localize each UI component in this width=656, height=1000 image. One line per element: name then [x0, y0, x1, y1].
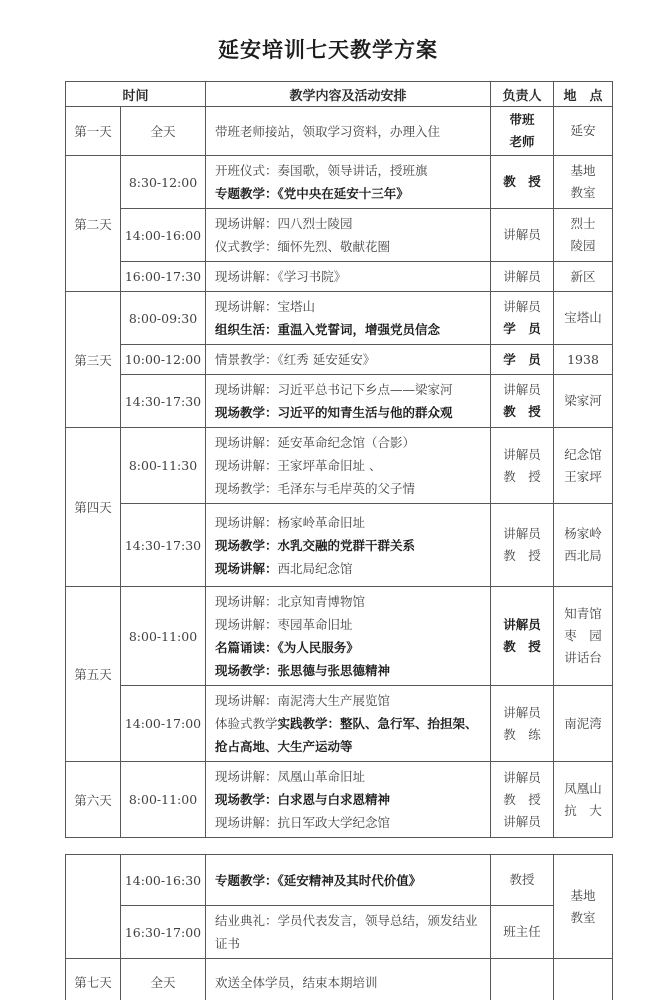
header-responsible: 负责人: [491, 82, 554, 107]
location-cell: [554, 209, 613, 262]
location-line: 宝塔山: [564, 310, 602, 325]
location-cell: [554, 762, 613, 838]
content-cell: [206, 959, 491, 1000]
content-line: 专题教学：《延安精神及其时代价值》: [215, 872, 422, 888]
time-cell: 10:00-12:00: [121, 345, 206, 375]
location-cell: [554, 504, 613, 587]
content-line: [215, 712, 485, 758]
responsible-cell: [491, 107, 554, 156]
responsible-cell: [491, 906, 554, 959]
responsible-cell: [491, 156, 554, 209]
content-line: 现场讲解：抗日军政大学纪念馆: [215, 815, 391, 830]
content-cell: [206, 428, 491, 504]
table-row: [66, 504, 613, 587]
table-row: [66, 959, 613, 1000]
time-cell: 14:00-17:00: [121, 686, 206, 762]
content-line: 现场教学：毛泽东与毛岸英的父子情: [215, 481, 416, 496]
time-cell: 14:00-16:30: [121, 855, 206, 906]
location-line: 知青馆: [564, 606, 602, 621]
content-line: 现场讲解：宝塔山: [215, 299, 316, 314]
table-row: [66, 262, 613, 292]
location-line: 西北局: [564, 548, 602, 563]
responsible-cell: [491, 262, 554, 292]
content-cell: [206, 504, 491, 587]
content-line: 现场教学：张思德与张思德精神: [215, 663, 391, 678]
content-line: 带班老师接站，领取学习资料，办理入住: [215, 123, 441, 139]
content-line: 组织生活：重温入党誓词，增强党员信念: [215, 322, 441, 337]
location-cell: [554, 156, 613, 209]
location-line: 新区: [570, 268, 596, 284]
day-cell: 第七天: [66, 959, 121, 1000]
content-cell: [206, 209, 491, 262]
content-cell: [206, 345, 491, 375]
content-line: 现场讲解：习近平总书记下乡点——梁家河: [215, 382, 453, 397]
table-row: [66, 686, 613, 762]
location-cell: [554, 107, 613, 156]
location-line: 枣 园: [564, 628, 602, 643]
responsible-cell: [491, 375, 554, 428]
content-line: 现场教学：水乳交融的党群干群关系: [215, 537, 416, 553]
responsible-cell: [491, 209, 554, 262]
responsible-cell: [491, 292, 554, 345]
location-line: 陵园: [570, 238, 596, 253]
table-row: [66, 156, 613, 209]
location-line: 烈士: [570, 216, 596, 231]
responsible-cell: [491, 428, 554, 504]
header-location: 地 点: [554, 82, 613, 107]
location-line: 纪念馆: [564, 446, 602, 462]
responsible-line: 讲解员: [503, 526, 541, 541]
responsible-line: 讲解员: [503, 227, 541, 242]
content-line: 现场教学：习近平的知青生活与他的群众观: [215, 405, 453, 420]
content-segment: 实践教学：整队、急行军、抬担架、抢占高地、大生产运动等: [215, 716, 478, 754]
location-line: 梁家河: [564, 393, 602, 408]
responsible-line: 班主任: [503, 924, 541, 939]
day-cell: 第五天: [66, 587, 121, 762]
content-cell: [206, 262, 491, 292]
content-cell: [206, 107, 491, 156]
location-cell: [554, 345, 613, 375]
header-content: 教学内容及活动安排: [206, 82, 491, 107]
responsible-line: 讲解员: [503, 617, 541, 632]
location-line: 南泥湾: [564, 715, 602, 731]
content-segment: 现场讲解：: [215, 560, 278, 576]
location-line: 凤凰山: [564, 780, 602, 796]
content-line: 欢送全体学员，结束本期培训: [215, 974, 378, 990]
content-cell: [206, 762, 491, 838]
content-line: 现场讲解：王家坪革命旧址 、: [215, 458, 382, 473]
content-cell: [206, 855, 491, 906]
content-cell: [206, 587, 491, 686]
content-line: 现场讲解：延安革命纪念馆（合影）: [215, 435, 416, 450]
day-cell: 第二天: [66, 156, 121, 292]
content-cell: [206, 292, 491, 345]
content-line: 仪式教学：缅怀先烈、敬献花圈: [215, 239, 391, 254]
time-cell: 14:00-16:00: [121, 209, 206, 262]
location-cell: [554, 428, 613, 504]
responsible-line: 讲解员: [503, 268, 541, 284]
responsible-line: 讲解员: [503, 769, 541, 785]
responsible-line: 讲解员: [503, 704, 541, 720]
header-time: 时间: [66, 82, 206, 107]
time-cell: 14:30-17:30: [121, 504, 206, 587]
location-line: 王家坪: [564, 468, 602, 484]
content-cell: [206, 686, 491, 762]
location-cell: [554, 855, 613, 959]
content-line: [215, 557, 485, 580]
responsible-line: 教 授: [503, 174, 541, 189]
content-segment: 西北局纪念馆: [277, 560, 353, 576]
content-cell: [206, 906, 491, 959]
responsible-line: 学 员: [503, 351, 541, 367]
time-cell: 8:00-11:00: [121, 762, 206, 838]
content-line: 专题教学：《党中央在延安十三年》: [215, 186, 409, 201]
content-line: 现场讲解：四八烈士陵园: [215, 216, 353, 231]
responsible-line: 教授: [509, 872, 535, 887]
day-cell: 第三天: [66, 292, 121, 428]
responsible-line: 讲解员: [503, 299, 541, 314]
responsible-line: 讲解员: [503, 382, 541, 397]
location-line: 教室: [570, 909, 596, 925]
responsible-cell: [491, 345, 554, 375]
page-title: 延安培训七天教学方案: [218, 37, 438, 62]
table-row: [66, 375, 613, 428]
location-cell: [554, 262, 613, 292]
location-cell: [554, 375, 613, 428]
table-row: [66, 345, 613, 375]
responsible-line: 教 授: [503, 404, 541, 419]
responsible-cell: [491, 587, 554, 686]
content-line: 结业典礼：学员代表发言，领导总结，颁发结业证书: [215, 913, 478, 951]
table-row: [66, 906, 613, 959]
responsible-line: 讲解员: [503, 446, 541, 462]
table-row: [66, 428, 613, 504]
content-cell: [206, 156, 491, 209]
schedule-table-final: [65, 854, 613, 1000]
time-cell: 14:30-17:30: [121, 375, 206, 428]
content-line: 现场讲解：凤凰山革命旧址: [215, 769, 366, 784]
table-header-row: [66, 82, 613, 107]
table-row: [66, 587, 613, 686]
content-line: 现场讲解：杨家岭革命旧址: [215, 514, 366, 530]
content-line: 现场教学：白求恩与白求恩精神: [215, 792, 391, 807]
responsible-cell: [491, 504, 554, 587]
time-cell: 16:00-17:30: [121, 262, 206, 292]
location-line: 延安: [570, 123, 596, 138]
responsible-cell: [491, 686, 554, 762]
table-row: [66, 855, 613, 906]
location-line: 基地: [570, 887, 596, 903]
location-line: 抗 大: [564, 802, 602, 818]
day-cell: 第六天: [66, 762, 121, 838]
location-cell: [554, 686, 613, 762]
time-cell: 全天: [121, 107, 206, 156]
table-row: [66, 107, 613, 156]
content-line: 现场讲解：南泥湾大生产展览馆: [215, 693, 391, 708]
responsible-line: 教 授: [503, 548, 541, 563]
schedule-table-main: [65, 81, 613, 838]
location-line: 杨家岭: [564, 526, 602, 541]
day-cell: 第四天: [66, 428, 121, 587]
table-row: [66, 209, 613, 262]
content-line: 名篇诵读：《为人民服务》: [215, 640, 359, 655]
location-line: 1938: [567, 351, 599, 367]
content-line: 情景教学：《红秀 延安延安》: [215, 352, 376, 367]
responsible-line: 学 员: [503, 321, 541, 336]
responsible-line: 教 授: [503, 468, 541, 484]
responsible-line: 老师: [509, 134, 535, 149]
location-line: 基地: [570, 163, 596, 178]
responsible-line: 带班: [509, 112, 535, 127]
responsible-line: 教 授: [503, 639, 541, 654]
location-cell: [554, 292, 613, 345]
responsible-line: 讲解员: [503, 813, 541, 829]
table-row: [66, 292, 613, 345]
responsible-cell: [491, 762, 554, 838]
table-row: [66, 762, 613, 838]
content-cell: [206, 375, 491, 428]
day-cell-empty: [66, 855, 121, 959]
responsible-cell: [491, 855, 554, 906]
day-cell: 第一天: [66, 107, 121, 156]
content-segment: 体验式教学: [215, 716, 278, 731]
time-cell: 全天: [121, 959, 206, 1000]
responsible-line: 教 练: [503, 726, 541, 742]
content-line: 开班仪式：奏国歌，领导讲话，授班旗: [215, 163, 428, 178]
time-cell: 8:00-09:30: [121, 292, 206, 345]
responsible-cell-empty: [491, 959, 554, 1000]
time-cell: 8:00-11:30: [121, 428, 206, 504]
content-line: 现场讲解：枣园革命旧址: [215, 617, 353, 632]
responsible-line: 教 授: [503, 791, 541, 807]
content-line: 现场讲解：北京知青博物馆: [215, 594, 366, 609]
location-line: 教室: [570, 185, 596, 200]
time-cell: 8:00-11:00: [121, 587, 206, 686]
location-cell: [554, 587, 613, 686]
content-line: 现场讲解：《学习书院》: [215, 269, 347, 284]
time-cell: 8:30-12:00: [121, 156, 206, 209]
time-cell: 16:30-17:00: [121, 906, 206, 959]
location-cell-empty: [554, 959, 613, 1000]
location-line: 讲话台: [564, 650, 602, 665]
